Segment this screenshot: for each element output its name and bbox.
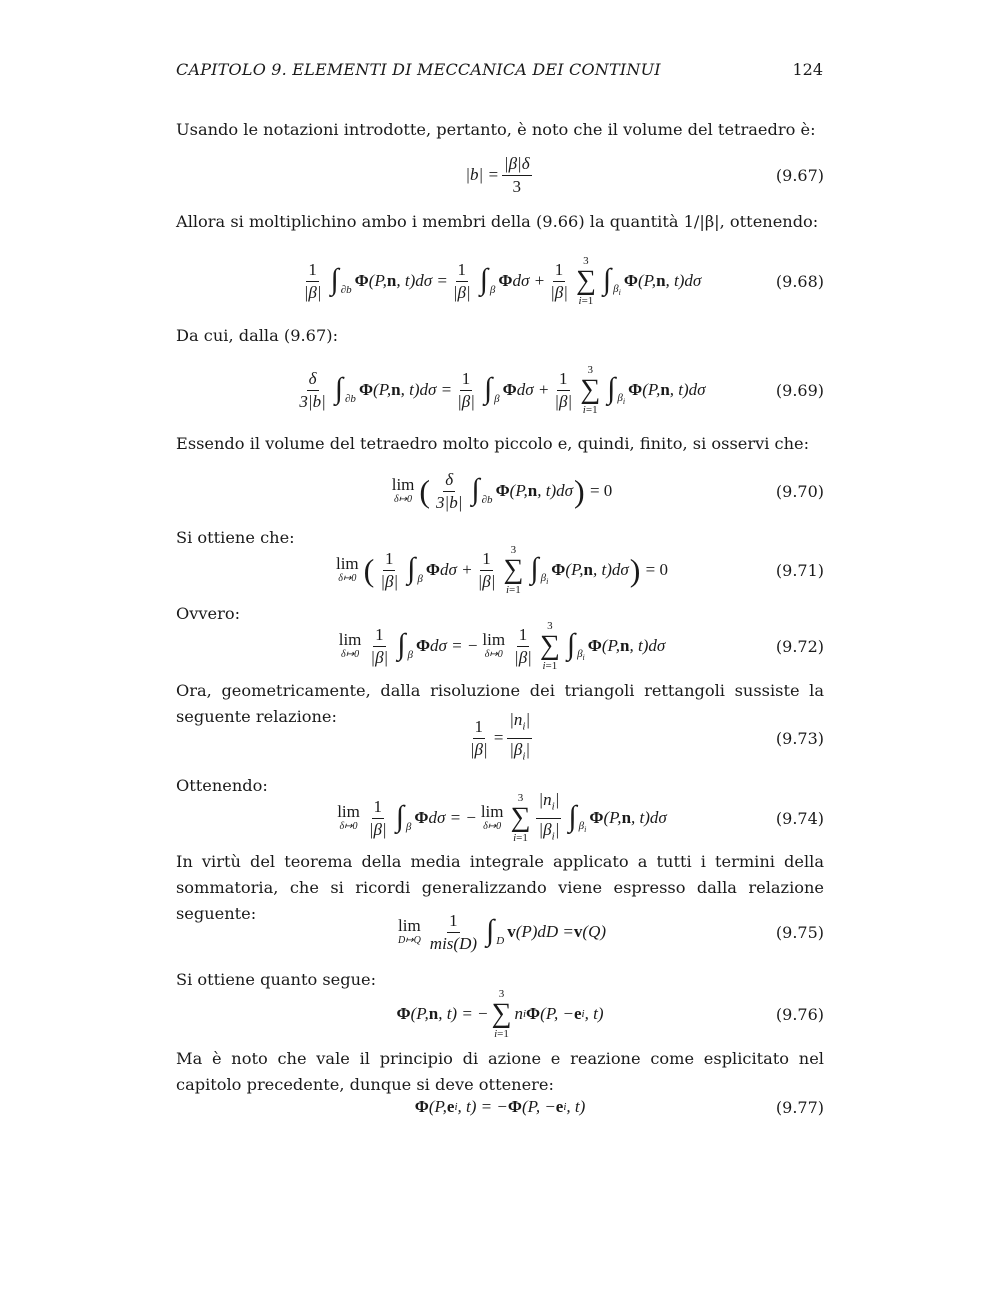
running-head <box>176 60 823 79</box>
equation-9-76 <box>176 986 824 1042</box>
equation-body: lim δ↦0 $\frac{1}{|\beta|}$ ∫ β Φ dσ = − lim δ↦0 $\frac{1}{|\beta|}$ 3 ∑ i=1 ∫ $\beta_i$ Φ (P, n , t)dσ <box>338 620 666 672</box>
equation-number: (9.75) <box>775 922 824 942</box>
equation-body: lim δ↦0 $\frac{1}{|\beta|}$ ∫ β Φ dσ = − lim δ↦0 3 ∑ i=1 $\frac{|n_i|}{|\beta_i|}$ ∫ $\beta_i$ Φ (P, n , t)dσ <box>337 790 667 844</box>
equation-number: (9.74) <box>775 808 824 828</box>
equation-body: $\frac{1}{|\beta|}$ = $\frac{|n_i|}{|\beta_i|}$ <box>469 710 531 762</box>
equation-body: lim D↦Q $\frac{1}{\text{mis(D)}}$ ∫ D v (P)dD = v (Q) <box>397 910 607 953</box>
equation-9-72 <box>176 618 824 674</box>
paragraph: Da cui, dalla (9.67): <box>176 326 339 345</box>
equation-body: Φ (P, n , t) = − 3 ∑ i=1 n i Φ (P, − e i , t) <box>396 988 604 1040</box>
paragraph: Ovvero: <box>176 604 241 623</box>
paragraph: Essendo il volume del tetraedro molto piccolo e, quindi, finito, si osservi che: <box>176 434 810 453</box>
equation-9-68 <box>176 252 824 310</box>
equation-number: (9.71) <box>775 560 824 580</box>
equation-number: (9.73) <box>775 728 824 748</box>
equation-number: (9.68) <box>775 271 824 291</box>
equation-9-70 <box>176 466 824 516</box>
equation-number: (9.77) <box>775 1097 824 1117</box>
paragraph: In virtù del teorema della media integrale applicato a tutti i termini della sommatoria, che si ricordi generalizzando viene espresso dalla relazione seguente: <box>176 852 824 923</box>
equation-9-69 <box>176 361 824 419</box>
equation-number: (9.76) <box>775 1004 824 1024</box>
equation-number: (9.72) <box>775 636 824 656</box>
equation-9-77 <box>176 1094 824 1120</box>
equation-9-74 <box>176 790 824 846</box>
equation-body: $\frac{\delta}{3|b|}$ ∫ ∂b Φ (P, n , t)dσ = $\frac{1}{|\beta|}$ ∫ β Φ dσ + $\frac{1}{|\beta|}$ 3 ∑ i=1 ∫ $\beta_i$ Φ (P, n , t)dσ <box>299 364 706 416</box>
paragraph: Allora si moltiplichino ambo i membri della (9.66) la quantità 1/|β|, ottenendo: <box>176 212 819 231</box>
equation-9-75 <box>176 908 824 956</box>
equation-9-71 <box>176 542 824 598</box>
paragraph: Ora, geometricamente, dalla risoluzione dei triangoli rettangoli sussiste la seguente relazione: <box>176 681 824 726</box>
equation-body: lim δ↦0 ( $\frac{\delta}{3|b|}$ ∫ ∂b Φ (P, n , t)dσ ) = 0 <box>391 469 613 512</box>
equation-9-73 <box>176 710 824 762</box>
page-number: 124 <box>792 60 823 79</box>
paragraph: Si ottiene quanto segue: <box>176 970 377 989</box>
paragraph: Si ottiene che: <box>176 528 295 547</box>
paragraph: Usando le notazioni introdotte, pertanto, è noto che il volume del tetraedro è: <box>176 120 816 139</box>
equation-body: Φ (P, e i , t) = − Φ (P, − e i , t) <box>414 1097 586 1116</box>
paragraph: Ottenendo: <box>176 776 268 795</box>
equation-number: (9.70) <box>775 481 824 501</box>
equation-body: |b| = $\frac{|\beta|\delta}{3}$ <box>465 153 530 196</box>
paragraph: Ma è noto che vale il principio di azione e reazione come esplicitato nel capitolo precedente, dunque si deve ottenere: <box>176 1049 824 1094</box>
chapter-title: CAPITOLO 9. ELEMENTI DI MECCANICA DEI CONTINUI <box>176 60 661 79</box>
equation-body: lim δ↦0 ( $\frac{1}{|\beta|}$ ∫ β Φ dσ + $\frac{1}{|\beta|}$ 3 ∑ i=1 ∫ $\beta_i$ Φ (P, n , t)dσ ) = 0 <box>335 544 669 596</box>
equation-number: (9.67) <box>775 165 824 185</box>
equation-9-67 <box>176 152 824 198</box>
equation-body: $\frac{1}{|\beta|}$ ∫ ∂b Φ (P, n , t)dσ = $\frac{1}{|\beta|}$ ∫ β Φ dσ + $\frac{1}{|\beta|}$ 3 ∑ i=1 ∫ $\beta_i$ Φ (P, n , t)dσ <box>303 255 702 307</box>
equation-number: (9.69) <box>775 380 824 400</box>
